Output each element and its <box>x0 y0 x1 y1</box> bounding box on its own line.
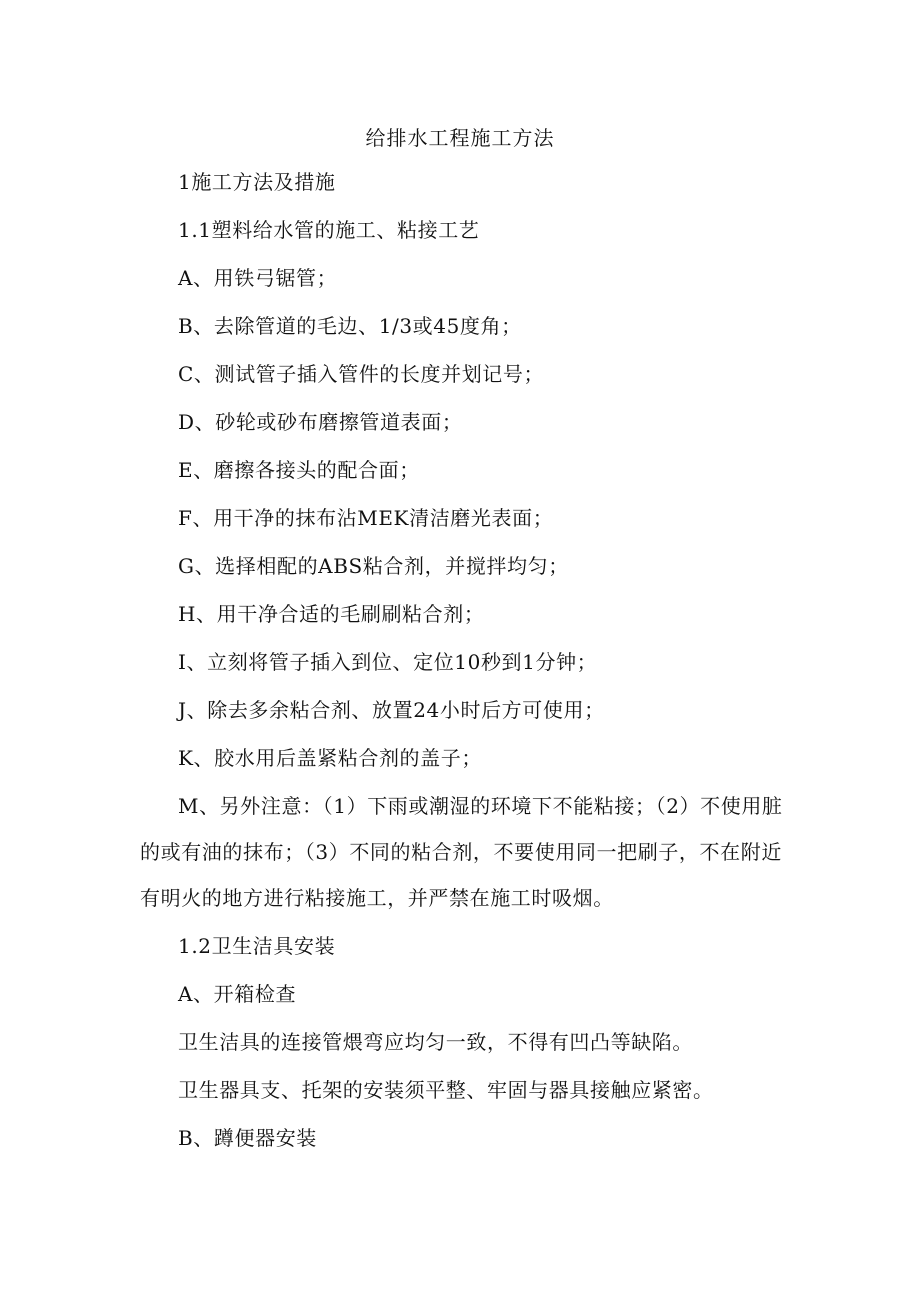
list-item: C、测试管子插入管件的长度并划记号； <box>178 362 545 386</box>
list-item: J、除去多余粘合剂、放置24小时后方可使用； <box>178 698 605 722</box>
section-heading: 1施工方法及措施 <box>178 170 336 194</box>
subsection-heading: 1.1塑料给水管的施工、粘接工艺 <box>178 218 480 242</box>
list-item: I、立刻将管子插入到位、定位10秒到1分钟； <box>178 650 598 674</box>
list-item: B、去除管道的毛边、1/3或45度角； <box>178 314 522 338</box>
list-item: A、用铁弓锯管； <box>178 266 338 290</box>
list-item: B、蹲便器安装 <box>178 1126 317 1150</box>
list-item: F、用干净的抹布沾MEK清洁磨光表面； <box>178 506 554 530</box>
list-item: H、用干净合适的毛刷刷粘合剂； <box>178 602 485 626</box>
list-item: E、磨擦各接头的配合面； <box>178 458 420 482</box>
note-paragraph: M、另外注意：（1）下雨或潮湿的环境下不能粘接；（2）不使用脏的或有油的抹布；（3）不同的粘合剂，不要使用同一把刷子，不在附近有明火的地方进行粘接施工，并严禁在施工时吸烟。 <box>140 794 783 910</box>
body-paragraph: 卫生洁具的连接管煨弯应均匀一致，不得有凹凸等缺陷。 <box>178 1030 693 1054</box>
document-title: 给排水工程施工方法 <box>365 126 555 150</box>
list-item: K、胶水用后盖紧粘合剂的盖子； <box>178 746 482 770</box>
list-item: A、开箱检查 <box>178 982 297 1006</box>
subsection-heading: 1.2卫生洁具安装 <box>178 934 336 958</box>
list-item: G、选择相配的ABS粘合剂，并搅拌均匀； <box>178 554 569 578</box>
document-body <box>140 168 788 1172</box>
body-paragraph: 卫生器具支、托架的安装须平整、牢固与器具接触应紧密。 <box>178 1078 714 1102</box>
list-item: D、砂轮或砂布磨擦管道表面； <box>178 410 463 434</box>
